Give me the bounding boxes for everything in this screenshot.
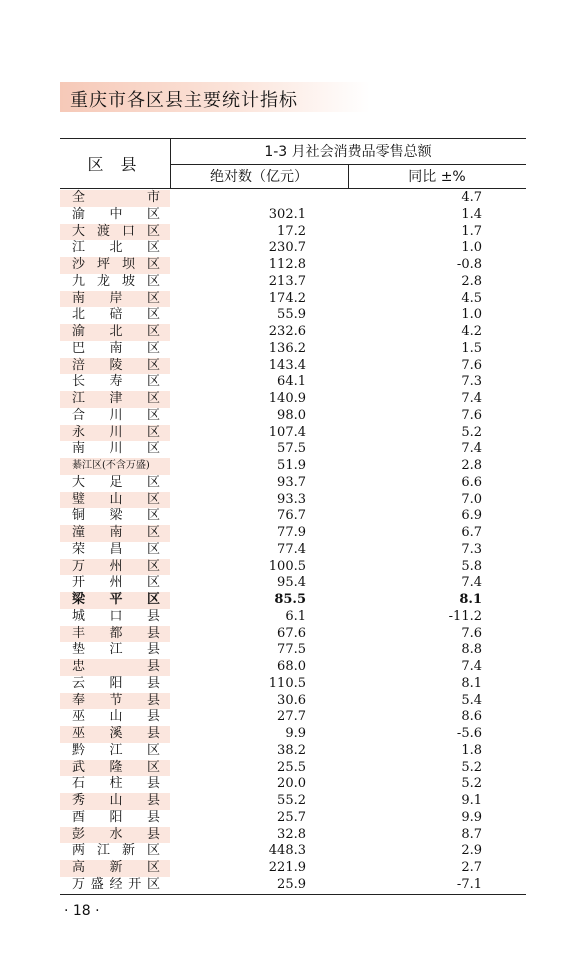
absolute-value: 107.4 [268, 424, 306, 440]
absolute-value: 77.9 [277, 525, 306, 540]
table-bottom-rule [60, 894, 526, 895]
district-name: 开 州 区 [72, 575, 160, 591]
district-name: 万 盛 经 开 区 [72, 876, 160, 892]
absolute-value: 140.9 [268, 391, 306, 406]
yoy-value: 1.0 [461, 307, 482, 323]
district-name: 秀 山 县 [72, 793, 160, 808]
table-row [60, 693, 526, 710]
absolute-value: 32.8 [277, 826, 306, 842]
district-name: 渝 北 区 [72, 324, 160, 339]
absolute-value: 25.5 [277, 759, 306, 775]
district-name: 酉 阳 县 [72, 809, 160, 825]
absolute-value: 221.9 [268, 860, 306, 875]
district-cell [60, 307, 170, 324]
yoy-value: 2.9 [461, 843, 482, 859]
table-row [60, 575, 526, 592]
yoy-value: 6.7 [461, 525, 482, 540]
absolute-value: 93.3 [277, 491, 306, 507]
district-cell [60, 642, 170, 659]
district-cell [60, 391, 170, 408]
table-row [60, 592, 526, 609]
district-cell [60, 626, 170, 643]
table-row [60, 408, 526, 425]
yoy-value: -5.6 [456, 726, 482, 741]
yoy-value: 1.4 [461, 206, 482, 222]
district-name: 高 新 区 [72, 860, 160, 875]
district-name: 綦江区(不含万盛) [72, 460, 150, 471]
table-row [60, 425, 526, 442]
absolute-value: 302.1 [268, 206, 306, 222]
yoy-value: 7.3 [461, 541, 482, 557]
table-row [60, 207, 526, 224]
district-cell [60, 843, 170, 860]
district-name: 彭 水 县 [72, 826, 160, 842]
yoy-value: 5.2 [461, 424, 482, 440]
district-name: 渝 中 区 [72, 206, 160, 222]
district-cell [60, 776, 170, 793]
table-row [60, 626, 526, 643]
table-row [60, 676, 526, 693]
absolute-value: 213.7 [268, 273, 306, 289]
yoy-value: 9.1 [461, 793, 482, 808]
district-name: 沙 坪 坝 区 [72, 257, 160, 272]
district-cell [60, 592, 170, 609]
district-name: 九 龙 坡 区 [72, 273, 160, 289]
district-name: 巫 山 县 [72, 709, 160, 725]
absolute-value: 38.2 [277, 742, 306, 758]
district-cell [60, 224, 170, 241]
district-name: 忠 县 [72, 659, 160, 674]
table-row [60, 257, 526, 274]
district-name: 南 岸 区 [72, 290, 160, 306]
yoy-value: 7.4 [461, 441, 482, 457]
district-cell [60, 793, 170, 810]
table-row [60, 240, 526, 257]
table-row [60, 374, 526, 391]
table-row [60, 391, 526, 408]
table-row [60, 274, 526, 291]
district-name: 奉 节 县 [72, 692, 160, 708]
district-name: 大 渡 口 区 [72, 223, 160, 239]
district-cell [60, 425, 170, 442]
table-row [60, 458, 526, 475]
yoy-value: 4.5 [461, 290, 482, 306]
absolute-value: 55.2 [277, 793, 306, 808]
table-row [60, 877, 526, 894]
district-name: 全 市 [72, 190, 160, 205]
absolute-value: 143.4 [268, 357, 306, 373]
district-name: 城 口 县 [72, 608, 160, 624]
table-row [60, 559, 526, 576]
table-row [60, 307, 526, 324]
header-bottom-rule [60, 188, 526, 189]
table-row [60, 542, 526, 559]
district-name: 永 川 区 [72, 424, 160, 440]
district-cell [60, 877, 170, 894]
district-name: 璧 山 区 [72, 491, 160, 507]
district-cell [60, 693, 170, 710]
absolute-value: 112.8 [268, 257, 306, 272]
district-cell [60, 257, 170, 274]
table-row [60, 525, 526, 542]
yoy-value: 2.7 [461, 860, 482, 875]
district-cell [60, 508, 170, 525]
yoy-value: 7.6 [461, 357, 482, 373]
district-cell [60, 374, 170, 391]
district-name: 垫 江 县 [72, 642, 160, 658]
district-name: 武 隆 区 [72, 759, 160, 775]
district-cell [60, 709, 170, 726]
district-cell [60, 341, 170, 358]
table-row [60, 492, 526, 509]
district-name: 潼 南 区 [72, 525, 160, 540]
absolute-value: 25.7 [277, 809, 306, 825]
table-row [60, 341, 526, 358]
absolute-value: 27.7 [277, 709, 306, 725]
district-cell [60, 525, 170, 542]
district-name: 荣 昌 区 [72, 541, 160, 557]
table-row [60, 324, 526, 341]
table-row [60, 827, 526, 844]
yoy-value: 8.6 [461, 709, 482, 725]
page-number: · 18 · [64, 903, 100, 919]
district-cell [60, 760, 170, 777]
yoy-value: 7.6 [461, 625, 482, 641]
yoy-value: 2.8 [461, 458, 482, 473]
yoy-value: 7.4 [461, 391, 482, 406]
district-cell [60, 190, 170, 207]
absolute-value: 6.1 [285, 608, 306, 624]
district-name: 江 北 区 [72, 240, 160, 256]
district-name: 巫 溪 县 [72, 726, 160, 741]
table-row [60, 190, 526, 207]
table-row [60, 793, 526, 810]
district-cell [60, 475, 170, 492]
district-name: 北 碚 区 [72, 307, 160, 323]
district-cell [60, 827, 170, 844]
district-cell [60, 358, 170, 375]
yoy-value: 8.8 [461, 642, 482, 658]
district-name: 黔 江 区 [72, 742, 160, 758]
yoy-value: 1.7 [461, 223, 482, 239]
yoy-value: 1.0 [461, 240, 482, 256]
yoy-value: 8.1 [461, 675, 482, 691]
absolute-value: 136.2 [268, 340, 306, 356]
district-name: 大 足 区 [72, 474, 160, 490]
district-cell [60, 726, 170, 743]
absolute-value: 448.3 [268, 843, 306, 859]
district-cell [60, 324, 170, 341]
absolute-value: 67.6 [277, 625, 306, 641]
district-cell [60, 207, 170, 224]
district-name: 南 川 区 [72, 441, 160, 457]
table-row [60, 760, 526, 777]
district-name: 云 阳 县 [72, 675, 160, 691]
table-row [60, 810, 526, 827]
yoy-value: 5.2 [461, 759, 482, 775]
yoy-value: 8.7 [461, 826, 482, 842]
absolute-value: 95.4 [277, 575, 306, 591]
header-absolute: 绝对数（亿元） [210, 169, 308, 185]
table-row [60, 860, 526, 877]
absolute-value: 64.1 [277, 374, 306, 390]
district-name: 石 柱 县 [72, 776, 160, 792]
district-cell [60, 659, 170, 676]
absolute-value: 174.2 [268, 290, 306, 306]
table-row [60, 843, 526, 860]
absolute-value: 55.9 [277, 307, 306, 323]
absolute-value: 30.6 [277, 692, 306, 708]
absolute-value: 76.7 [277, 508, 306, 524]
yoy-value: 7.0 [461, 491, 482, 507]
district-cell [60, 291, 170, 308]
page-title: 重庆市各区县主要统计指标 [70, 90, 298, 111]
yoy-value: 4.7 [461, 190, 482, 205]
absolute-value: 68.0 [277, 659, 306, 674]
absolute-value: 85.5 [274, 592, 306, 607]
district-name: 长 寿 区 [72, 374, 160, 390]
table-row [60, 659, 526, 676]
district-cell [60, 542, 170, 559]
table-row [60, 508, 526, 525]
district-cell [60, 458, 170, 475]
absolute-value: 77.5 [277, 642, 306, 658]
district-name: 丰 都 县 [72, 625, 160, 641]
district-name: 梁 平 区 [72, 592, 160, 607]
table-row [60, 441, 526, 458]
absolute-value: 20.0 [277, 776, 306, 792]
table-row [60, 743, 526, 760]
absolute-value: 100.5 [268, 558, 306, 574]
district-name: 万 州 区 [72, 558, 160, 574]
table-row [60, 609, 526, 626]
absolute-value: 230.7 [268, 240, 306, 256]
yoy-value: 1.8 [461, 742, 482, 758]
district-cell [60, 559, 170, 576]
yoy-value: 7.4 [461, 575, 482, 591]
yoy-value: 6.6 [461, 474, 482, 490]
absolute-value: 17.2 [277, 223, 306, 239]
district-name: 涪 陵 区 [72, 357, 160, 373]
table-row [60, 224, 526, 241]
table-row [60, 291, 526, 308]
district-cell [60, 274, 170, 291]
absolute-value: 232.6 [268, 324, 306, 339]
district-name: 两 江 新 区 [72, 843, 160, 859]
header-metric: 1-3 月社会消费品零售总额 [264, 144, 432, 160]
district-name: 铜 梁 区 [72, 508, 160, 524]
absolute-value: 110.5 [268, 675, 306, 691]
header-district: 区 县 [87, 154, 143, 174]
district-name: 江 津 区 [72, 391, 160, 406]
absolute-value: 25.9 [277, 876, 306, 892]
table-row [60, 642, 526, 659]
district-cell [60, 676, 170, 693]
yoy-value: 6.9 [461, 508, 482, 524]
yoy-value: -7.1 [456, 876, 482, 892]
district-cell [60, 609, 170, 626]
yoy-value: -11.2 [448, 608, 482, 624]
table-row [60, 475, 526, 492]
yoy-value: -0.8 [456, 257, 482, 272]
district-cell [60, 240, 170, 257]
table-row [60, 709, 526, 726]
yoy-value: 7.3 [461, 374, 482, 390]
header-yoy: 同比 ±% [408, 169, 466, 185]
table-row [60, 726, 526, 743]
district-cell [60, 743, 170, 760]
district-name: 巴 南 区 [72, 340, 160, 356]
yoy-value: 1.5 [461, 340, 482, 356]
absolute-value: 93.7 [277, 474, 306, 490]
absolute-value: 9.9 [285, 726, 306, 741]
district-cell [60, 575, 170, 592]
yoy-value: 9.9 [461, 809, 482, 825]
district-cell [60, 492, 170, 509]
yoy-value: 5.2 [461, 776, 482, 792]
yoy-value: 8.1 [459, 592, 482, 607]
absolute-value: 57.5 [277, 441, 306, 457]
yoy-value: 7.6 [461, 407, 482, 423]
absolute-value: 77.4 [277, 541, 306, 557]
table-row [60, 358, 526, 375]
yoy-value: 5.4 [461, 692, 482, 708]
yoy-value: 5.8 [461, 558, 482, 574]
district-name: 合 川 区 [72, 407, 160, 423]
table-body [60, 190, 526, 894]
absolute-value: 51.9 [277, 458, 306, 473]
district-cell [60, 810, 170, 827]
absolute-value: 98.0 [277, 407, 306, 423]
table-row [60, 776, 526, 793]
yoy-value: 2.8 [461, 273, 482, 289]
yoy-value: 4.2 [461, 324, 482, 339]
district-cell [60, 408, 170, 425]
district-cell [60, 860, 170, 877]
yoy-value: 7.4 [461, 659, 482, 674]
district-cell [60, 441, 170, 458]
